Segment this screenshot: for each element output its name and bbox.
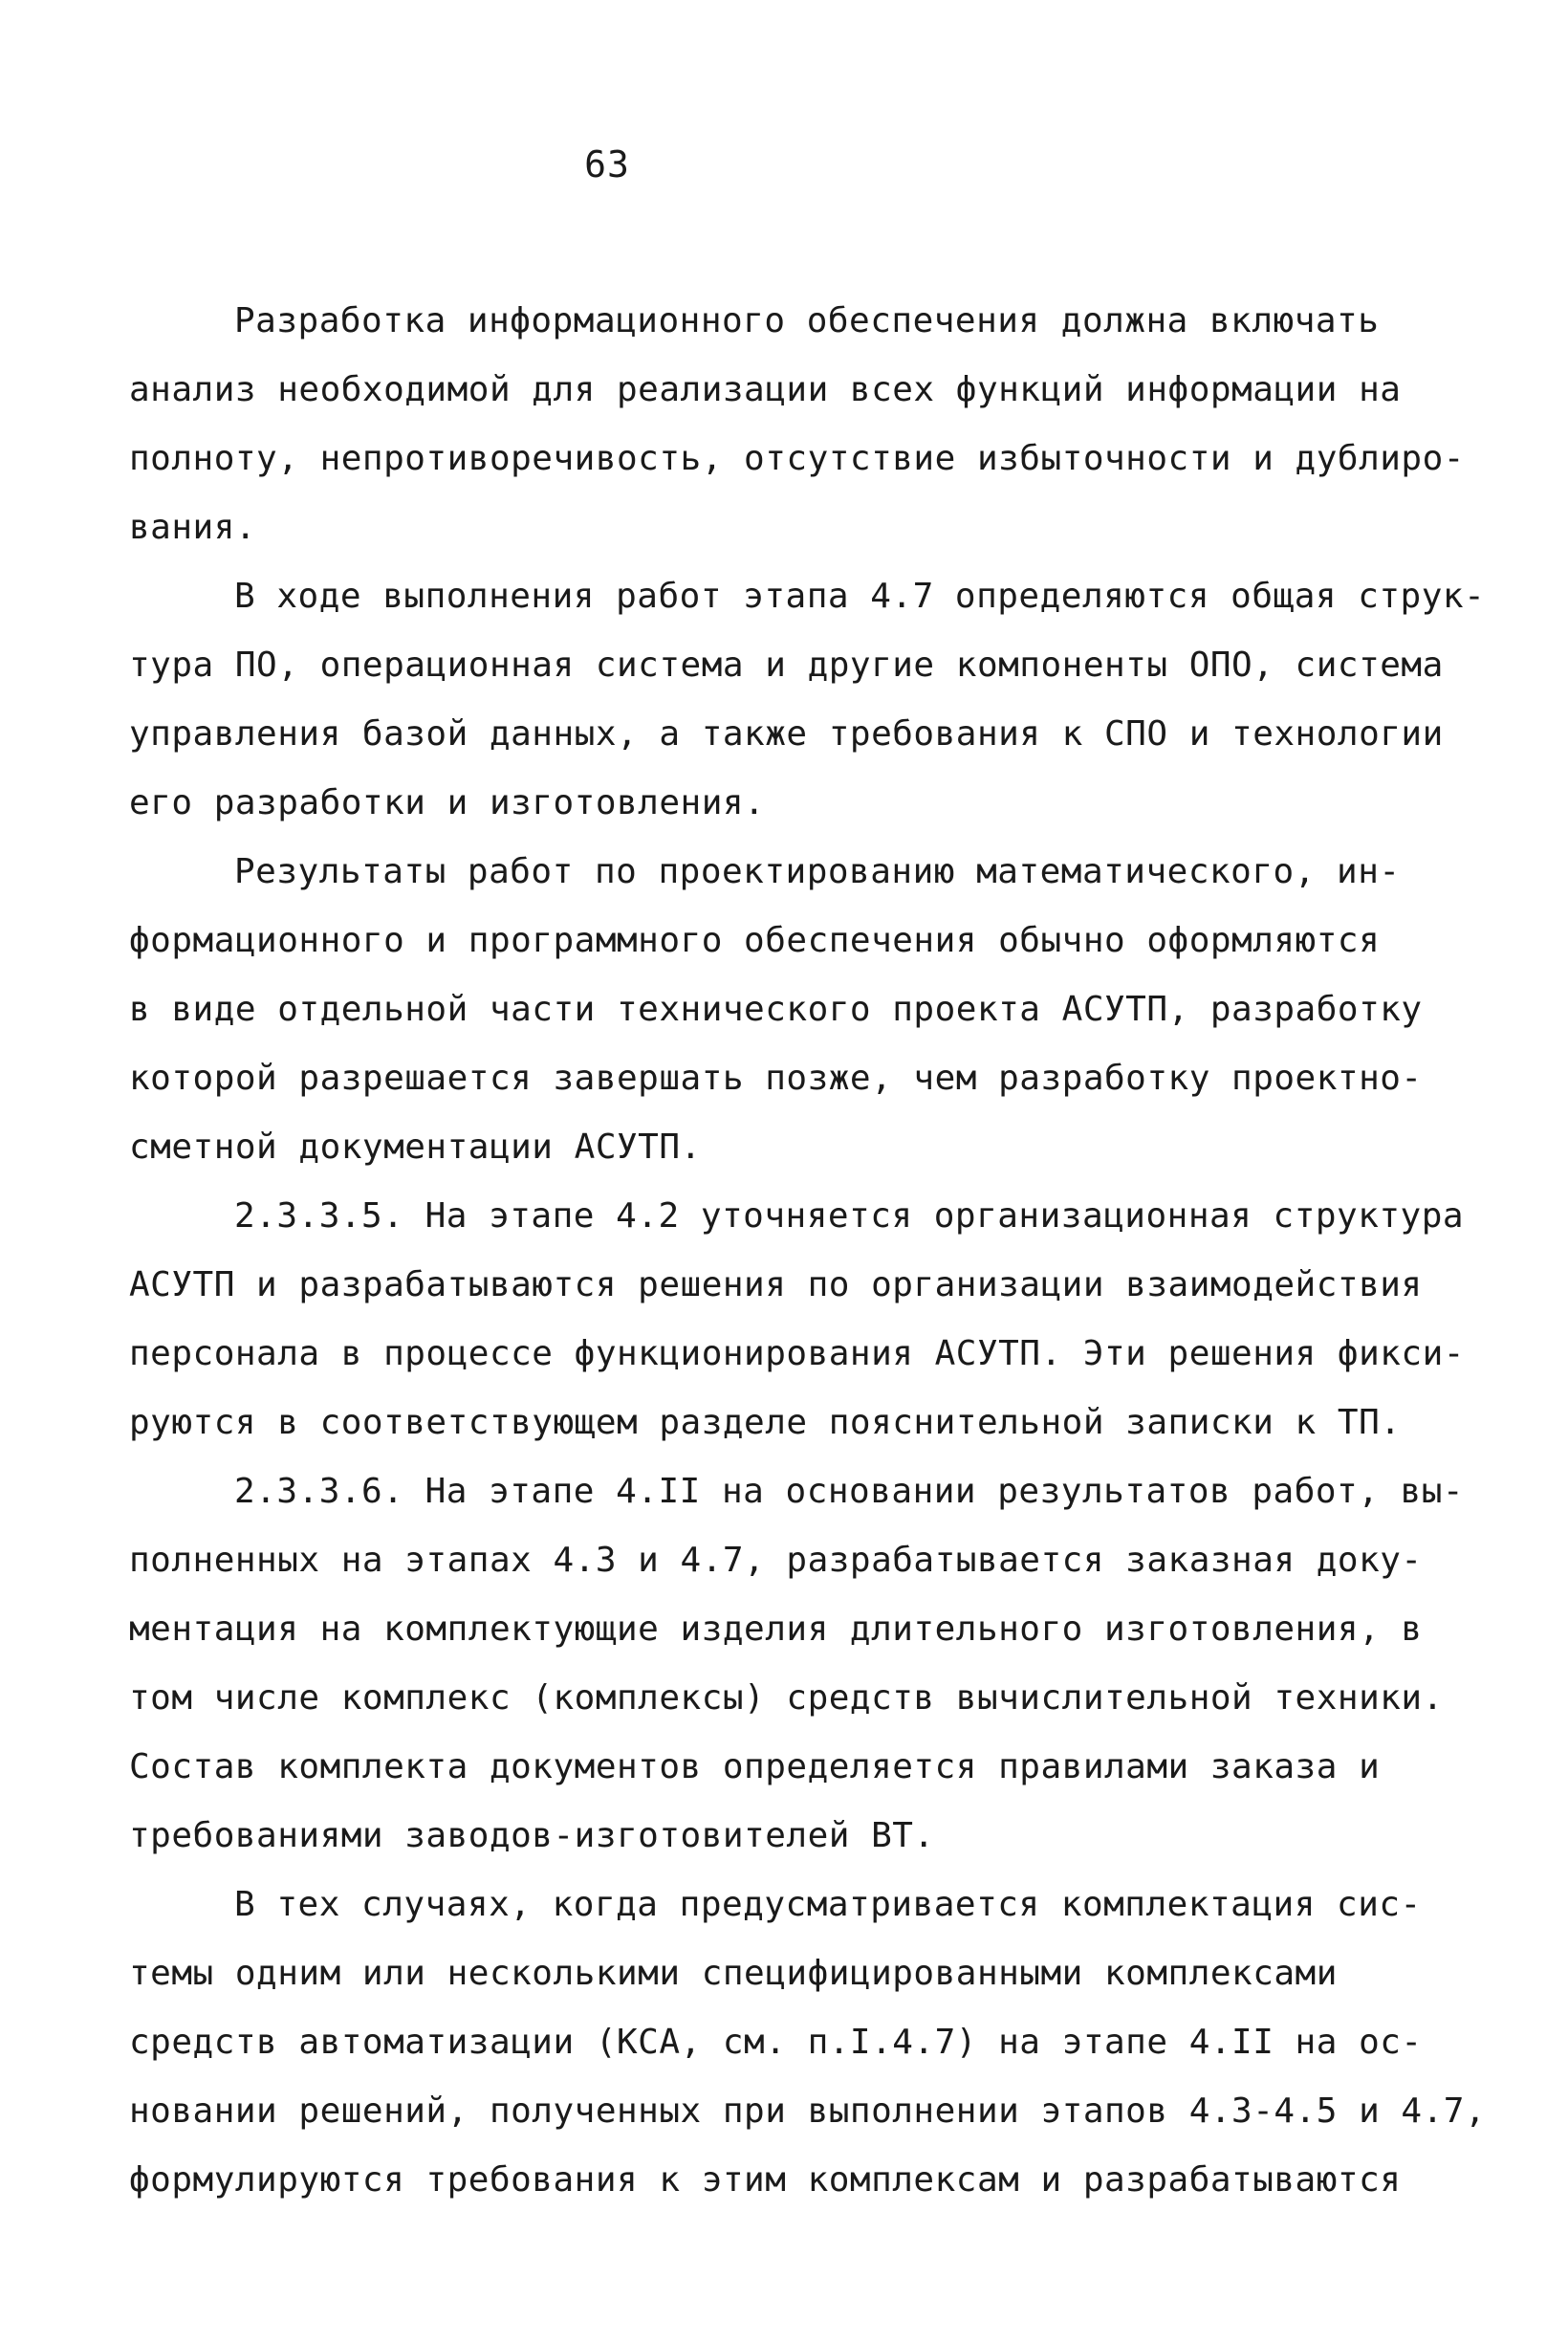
paragraph-design-results: [129, 838, 1487, 1182]
text-line: Разработка информационного обеспечения должна включать: [234, 301, 1380, 340]
text-line: 2.3.3.6. На этапе 4.II на основании результатов работ, вы-: [234, 1472, 1465, 1511]
text-line: В ходе выполнения работ этапа 4.7 определяются общая струк-: [234, 577, 1486, 616]
text-line: его разработки и изготовления.: [129, 783, 766, 822]
text-line: Состав комплекта документов определяется правилами заказа и: [129, 1747, 1381, 1786]
text-line: формационного и программного обеспечения обычно оформляются: [129, 921, 1381, 960]
text-line: полненных на этапах 4.3 и 4.7, разрабатывается заказная доку-: [129, 1541, 1423, 1580]
text-line: формулируются требования к этим комплексам и разрабатываются: [129, 2160, 1402, 2200]
text-line: В тех случаях, когда предусматривается комплектация сис-: [234, 1885, 1422, 1924]
text-line: которой разрешается завершать позже, чем разработку проектно-: [129, 1059, 1423, 1098]
paragraph-ksa-complexes: [129, 1871, 1487, 2215]
paragraph-information-support: [129, 287, 1487, 562]
text-line: полноту, непротиворечивость, отсутствие избыточности и дублиро-: [129, 439, 1465, 478]
paragraph-2-3-3-6: [129, 1457, 1487, 1871]
text-line: управления базой данных, а также требования к СПО и технологии: [129, 714, 1444, 754]
text-line: руются в соответствующем разделе пояснительной записки к ТП.: [129, 1403, 1402, 1442]
text-line: тура ПО, операционная система и другие компоненты ОПО, система: [129, 646, 1444, 685]
text-line: новании решений, полученных при выполнении этапов 4.3-4.5 и 4.7,: [129, 2091, 1487, 2131]
paragraph-2-3-3-5: [129, 1182, 1487, 1457]
body-text: [129, 287, 1487, 2215]
text-line: анализ необходимой для реализации всех функций информации на: [129, 370, 1402, 409]
text-line: темы одним или несколькими специфицированными комплексами: [129, 1954, 1338, 1993]
text-line: средств автоматизации (КСА, см. п.I.4.7) на этапе 4.II на ос-: [129, 2023, 1423, 2062]
text-line: том числе комплекс (комплексы) средств вычислительной техники.: [129, 1678, 1444, 1718]
text-line: вания.: [129, 508, 257, 547]
paragraph-stage-4-7: [129, 562, 1487, 838]
text-line: Результаты работ по проектированию математического, ин-: [234, 852, 1401, 891]
text-line: 2.3.3.5. На этапе 4.2 уточняется организационная структура: [234, 1196, 1465, 1236]
text-line: требованиями заводов-изготовителей ВТ.: [129, 1816, 935, 1855]
text-line: ментация на комплектующие изделия длительного изготовления, в: [129, 1609, 1423, 1649]
text-line: персонала в процессе функционирования АСУТП. Эти решения фикси-: [129, 1334, 1465, 1373]
text-line: АСУТП и разрабатываются решения по организации взаимодействия: [129, 1265, 1423, 1304]
text-line: в виде отдельной части технического проекта АСУТП, разработку: [129, 990, 1423, 1029]
text-line: сметной документации АСУТП.: [129, 1128, 702, 1167]
page-number: 63: [584, 143, 630, 186]
